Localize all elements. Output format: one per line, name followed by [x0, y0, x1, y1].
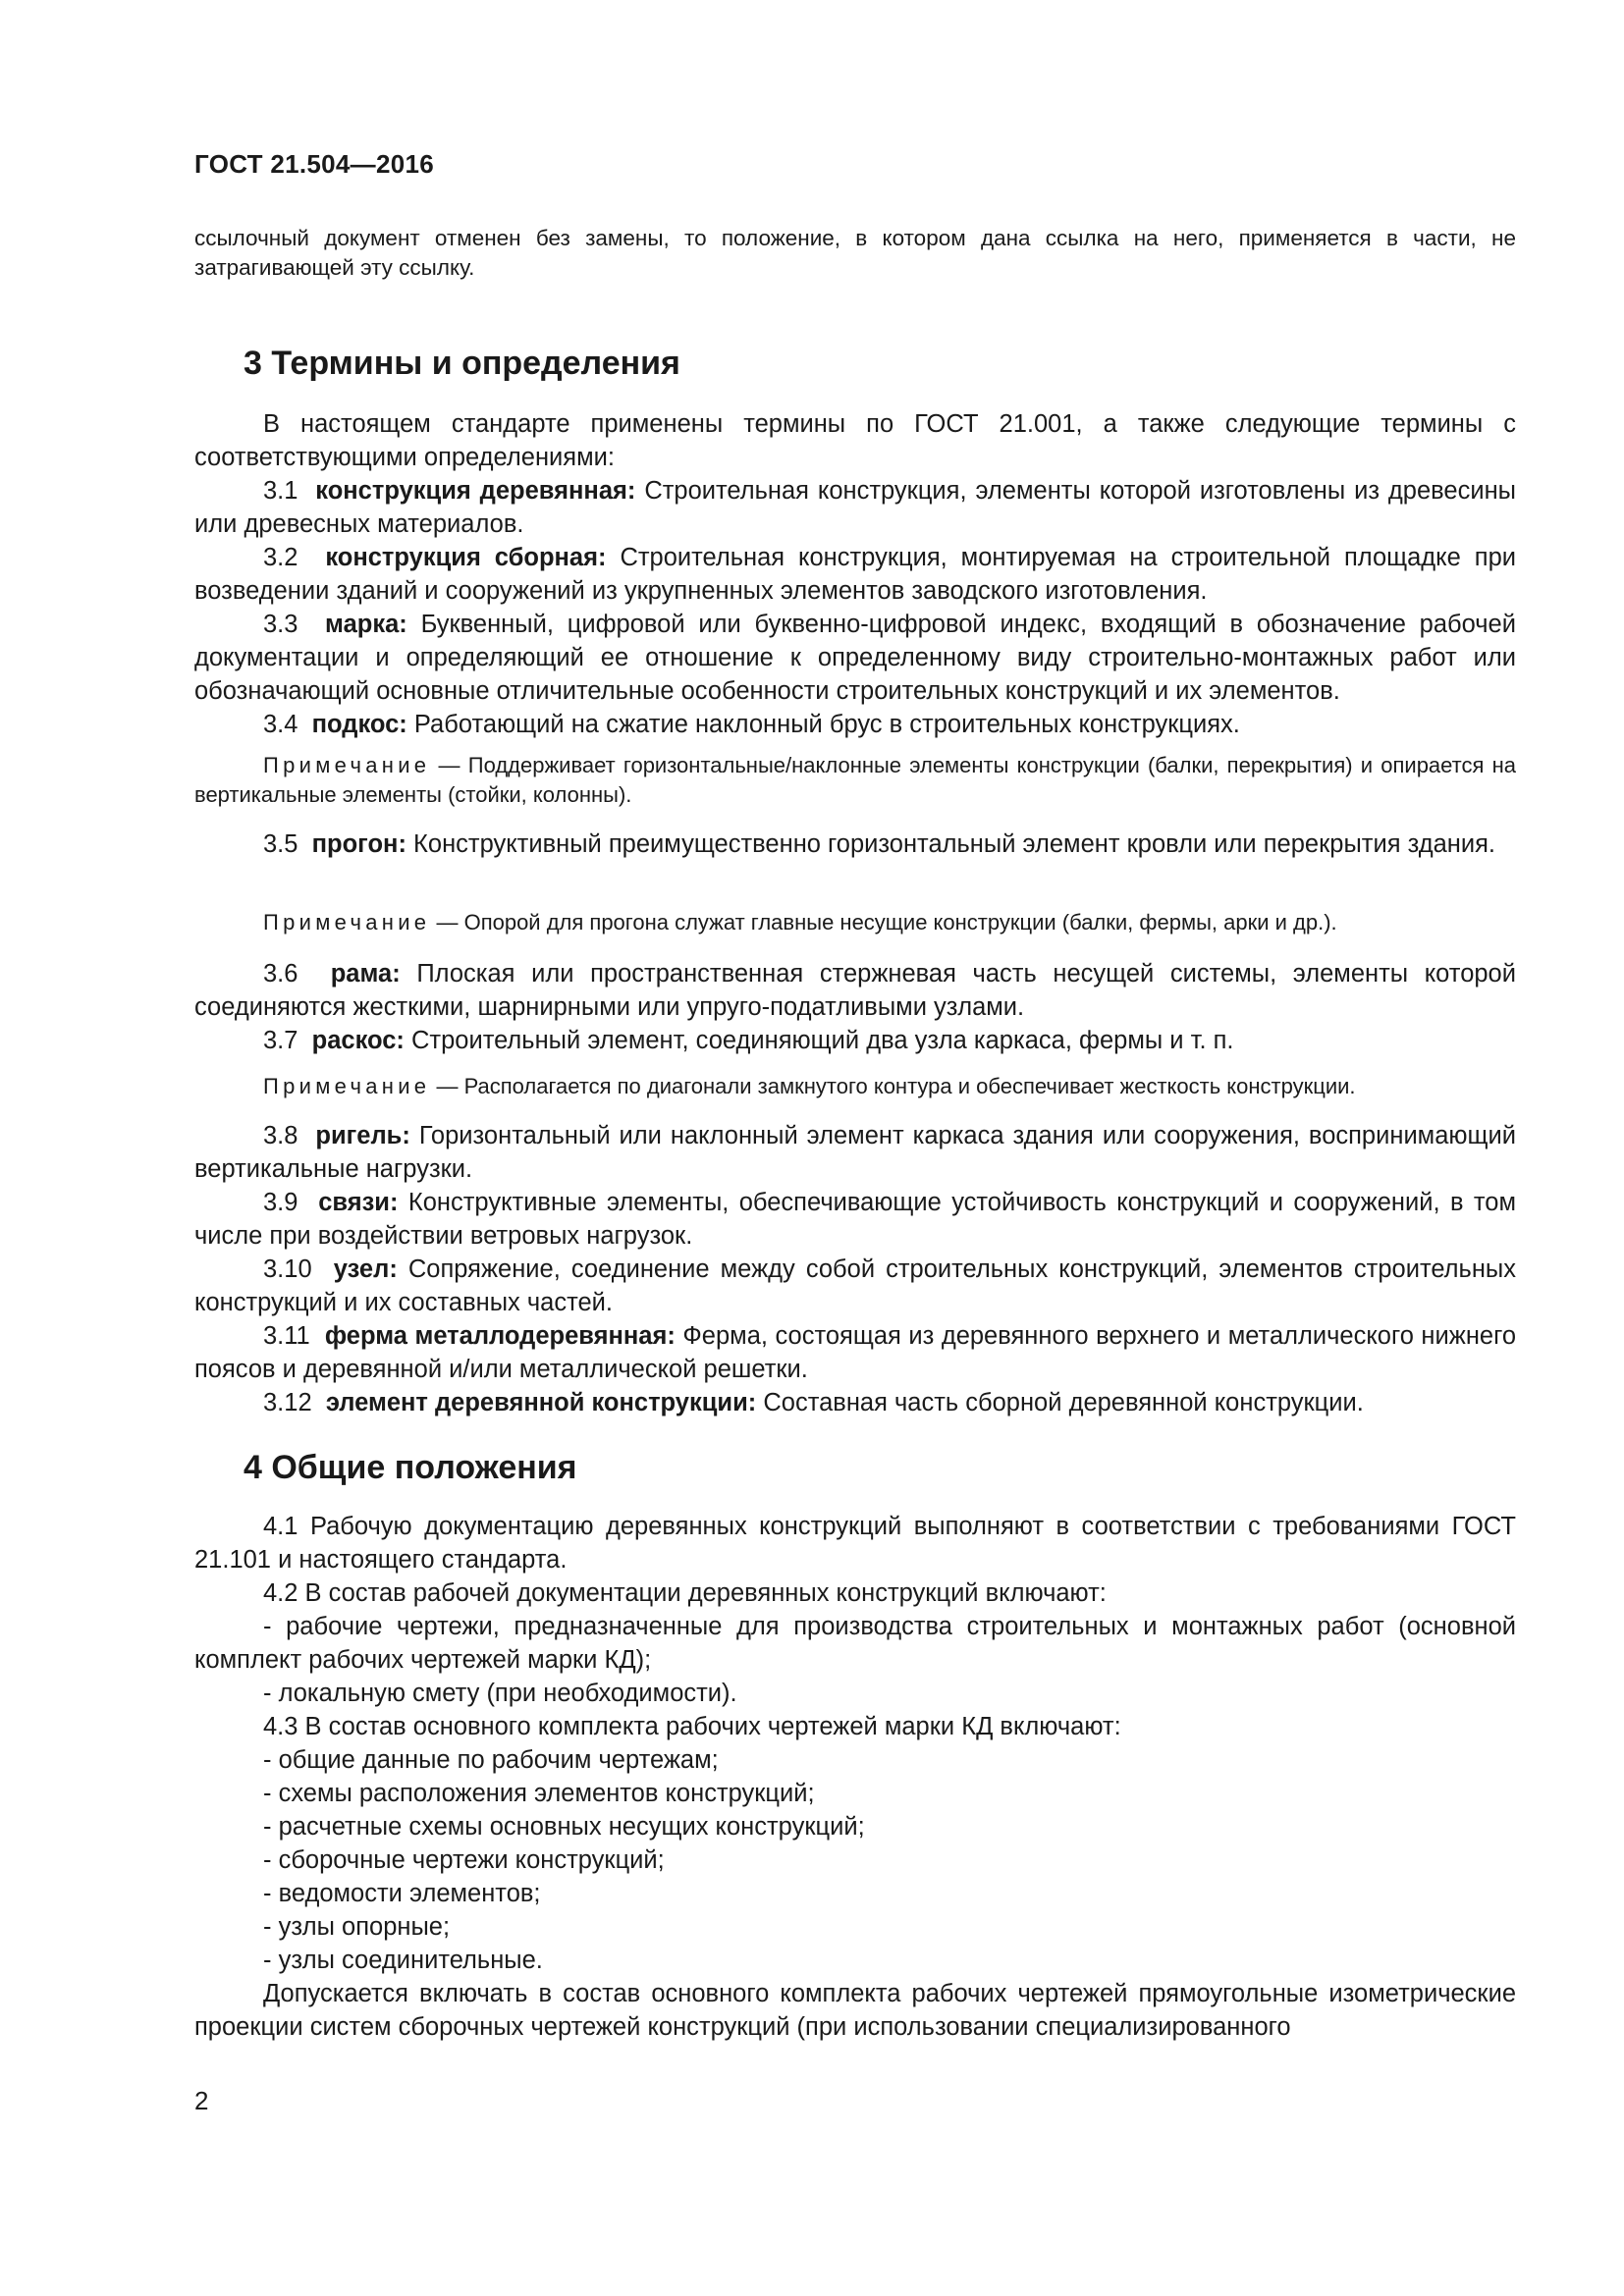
term-3-1: 3.1 конструкция деревянная: Строительная конструкция, элементы которой изготовлены из древесины или древесных материалов. [194, 477, 1517, 538]
list-item: - общие данные по рабочим чертежам; [263, 1746, 719, 1774]
intro-paragraph [194, 224, 1516, 283]
document-page [194, 0, 1516, 2296]
list-item: - локальную смету (при необходимости). [263, 1680, 737, 1707]
list-item: - рабочие чертежи, предназначенные для производства строительных и монтажных работ (основной комплект рабочих чертежей марки КД); [194, 1613, 1516, 1674]
list-item: - узлы опорные; [263, 1913, 451, 1941]
list-item: - узлы соединительные. [263, 1947, 543, 1974]
list-item: - схемы расположения элементов конструкций; [263, 1780, 815, 1807]
note-label: Примечание [263, 1074, 431, 1098]
terms-3-8-3-12 [194, 1119, 1516, 1419]
list-item: - сборочные чертежи конструкций; [263, 1846, 665, 1874]
section3-block-a [194, 407, 1516, 741]
note-label: Примечание [263, 753, 431, 777]
section3-title: 3 Термины и определения [244, 345, 680, 382]
term-3-3: 3.3 марка: Буквенный, цифровой или буквенно-цифровой индекс, входящий в обозначение рабочей документации и определяющий ее отношение к определенному виду строительно-монтажных работ или обозначающий основные отличительные особенности строительных конструкций и их элементов. [194, 611, 1516, 705]
term-3-5-block [194, 828, 1516, 861]
list-item: - ведомости элементов; [263, 1880, 541, 1907]
para-last: Допускается включать в состав основного комплекта рабочих чертежей прямоугольные изометрические проекции систем сборочных чертежей конструкций (при использовании специализированного [194, 1980, 1516, 2041]
para-4-2: 4.2 В состав рабочей документации деревянных конструкций включают: [263, 1579, 1107, 1607]
note-label: Примечание [263, 910, 431, 934]
term-3-11: 3.11 ферма металлодеревянная: Ферма, состоящая из деревянного верхнего и металлического нижнего поясов и деревянной и/или металлической решетки. [194, 1322, 1517, 1383]
para-4-3: 4.3 В состав основного комплекта рабочих чертежей марки КД включают: [263, 1713, 1121, 1740]
term-3-6: 3.6 рама: Плоская или пространственная стержневая часть несущей системы, элементы которой соединяются жесткими, шарнирными или упруго-податливыми узлами. [194, 960, 1516, 1021]
term-3-7: 3.7 раскос: Строительный элемент, соединяющий два узла каркаса, фермы и т. п. [263, 1027, 1234, 1054]
section4-title: 4 Общие положения [244, 1449, 577, 1486]
term-3-9: 3.9 связи: Конструктивные элементы, обеспечивающие устойчивость конструкций и сооружений, в том числе при воздействии ветровых нагрузок. [194, 1189, 1517, 1250]
intro-text: ссылочный документ отменен без замены, то положение, в котором дана ссылка на него, применяется в части, не затрагивающей эту ссылку. [194, 226, 1516, 280]
page-number: 2 [194, 2086, 209, 2115]
term-3-10: 3.10 узел: Сопряжение, соединение между собой строительных конструкций, элементов строительных конструкций и их составных частей. [194, 1255, 1516, 1316]
term-3-4: 3.4 подкос: Работающий на сжатие наклонный брус в строительных конструкциях. [263, 711, 1240, 738]
term-3-8: 3.8 ригель: Горизонтальный или наклонный элемент каркаса здания или сооружения, воспринимающий вертикальные нагрузки. [194, 1122, 1516, 1183]
term-3-5: 3.5 прогон: Конструктивный преимущественно горизонтальный элемент кровли или перекрытия здания. [263, 830, 1495, 858]
term-3-12: 3.12 элемент деревянной конструкции: Составная часть сборной деревянной конструкции. [263, 1389, 1364, 1416]
note-3-7: Примечание — Располагается по диагонали замкнутого контура и обеспечивает жесткость конструкции. [263, 1074, 1356, 1098]
note-3-4: Примечание — Поддерживает горизонтальные/наклонные элементы конструкции (балки, перекрытия) и опирается на вертикальные элементы (стойки, колонны). [194, 753, 1517, 807]
note-3-5: Примечание — Опорой для прогона служат главные несущие конструкции (балки, фермы, арки и др.). [263, 910, 1337, 934]
terms-3-6-3-7 [194, 957, 1516, 1057]
term-3-2: 3.2 конструкция сборная: Строительная конструкция, монтируемая на строительной площадке при возведении зданий и сооружений из укрупненных элементов заводского изготовления. [194, 544, 1516, 605]
para-4-1: 4.1 Рабочую документацию деревянных конструкций выполняют в соответствии с требованиями ГОСТ 21.101 и настоящего стандарта. [194, 1513, 1516, 1574]
doc-header: ГОСТ 21.504—2016 [194, 149, 435, 179]
section3-intro: В настоящем стандарте применены термины по ГОСТ 21.001, а также следующие термины с соответствующими определениями: [194, 410, 1516, 471]
section4-body [194, 1510, 1516, 2044]
list-item: - расчетные схемы основных несущих конструкций; [263, 1813, 865, 1841]
